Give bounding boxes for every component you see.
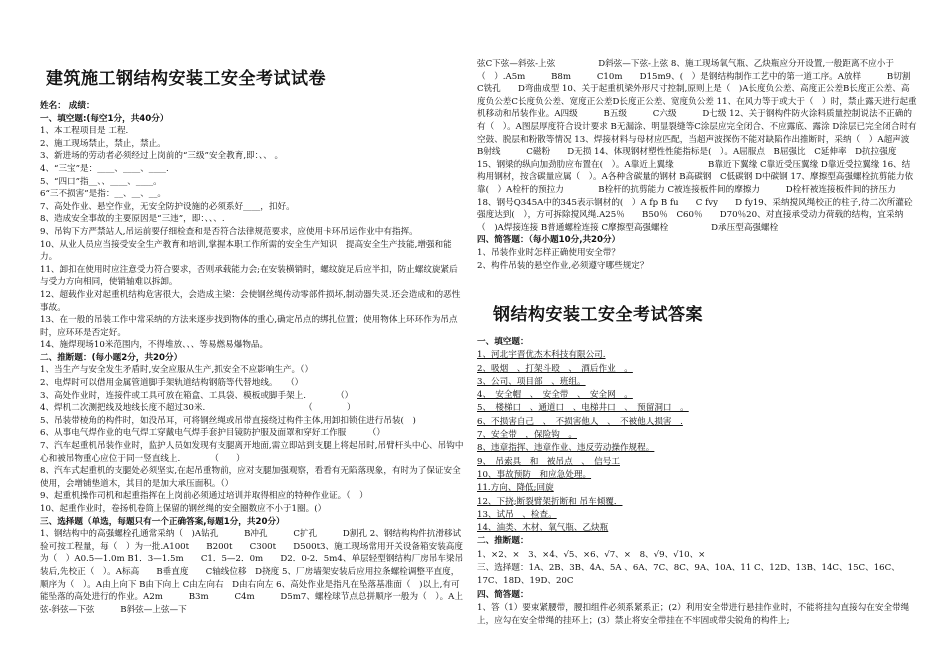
judge-item: 6、从事电气焊作业的电气焊工穿戴电气焊手套护目镜防护服及面罩和穿好工作服 （）: [40, 428, 385, 439]
answer-fill-header: 一、填空题：: [477, 337, 529, 347]
name-score-line: 姓名： 成绩：: [40, 101, 95, 111]
judge-item: 5、吊装带棱角的构件时，如没吊耳，可将钢丝绳或吊带直接绕过构件主体,用卸扣锁住进行吊装( ): [40, 415, 416, 426]
fill-item: 3、新进场的劳动者必须经过上岗前的“三级”安全教育,即：、、 。: [40, 151, 284, 162]
answer-fill-item: 11.方向、降低;回旋: [477, 483, 554, 494]
fill-header: 一、填空题:(每空1分，共40分）: [40, 113, 169, 124]
answer-judge-list: 1、×2、× 3、×4、√5、×6、√7、× 8、√9、√10、×: [477, 549, 706, 560]
fill-item: 10、从业人员应当接受安全生产教育和培训,掌握本职工作所需的安全生产知识 提高安全生产技能,增强和能力。: [40, 239, 452, 263]
answer-fill-item: 12、下挠;断裂臂架折断和 吊车倾覆．: [477, 496, 623, 507]
answer-fill-item: 3、公司、项目部 、班组。: [477, 376, 586, 387]
answer-body: [477, 336, 917, 629]
short-answer-header: 四、简答题：（每小题10分,共20分）: [477, 235, 621, 246]
fill-item: 12、超载作业对起重机结构危害很大，会造成主梁：会使钢丝绳传动零部件损坏,制动器失灵.还会造成和的恶性事故。: [40, 289, 461, 313]
answer-title: 钢结构安装工安全考试答案: [493, 305, 703, 325]
answer-fill-item: 8、违章指挥、违章作业、违反劳动操作规程。: [477, 443, 655, 454]
answer-choice-list: 三、选择题：1A、2B、3B、4A、5A 、6A、7C、8C、9A、10A、11 C、12D、13B、14C、15C、16C、17C、18D、19D、20C: [477, 563, 900, 587]
judge-item: 7、汽车起重机吊装作业时，监护人员如发现有支腿离开地面,需立即站到支腿上将起吊时,吊臂杆头中心、吊钩中心和被吊物重心应位于同一竖直线上. （ ）: [40, 441, 464, 464]
left-column: [40, 0, 465, 672]
fill-item: 6“三不损害”是指：__、__、__。: [40, 189, 166, 200]
answer-fill-item: 6、不损害自己 、 不损害他人 、 不被他人损害 .: [477, 416, 683, 427]
exam-body: [40, 100, 465, 616]
answer-fill-item: 14、油类、木材、氧气瓶、乙炔瓶: [477, 523, 609, 534]
exam-title: 建筑施工钢结构安装工安全考试试卷: [46, 69, 326, 89]
answer-fill-item: 10、事故预防 和应急处理。: [477, 469, 592, 480]
answer-fill-item: 7、安全带 ，保险钩 。: [477, 430, 577, 441]
fill-item: 13、在一般的吊装工作中常采纳的方法来逐步找到物体的重心,确定吊点的绑扎位置；使用物体上环环作为吊点时，应环环是否定好。: [40, 315, 458, 338]
judge-header: 二、推断题：(每小题2分，共20分）: [40, 352, 183, 363]
answer-fill-item: 1、河北宇晋优杰木科技有限公司.: [477, 350, 606, 361]
answer-short-header: 四、简答题：: [477, 589, 529, 600]
exam-body-continued: [477, 58, 945, 272]
judge-item: 9、起重机操作司机和起重指挥在上岗前必须通过培训并取得相应的特种作业证。（ ）: [40, 491, 368, 502]
judge-item: 3、高处作业时，连接件或工具可放在箱盒、工具袋、模板或脚手架上. （）: [40, 390, 354, 401]
short-answer-item: 1、吊装作业时怎样正确使用安全带？: [477, 247, 620, 258]
choice-text-continued: 弦C下弦—斜弦-上弦 D斜弦—下弦-上弦 8、施工现场氧气瓶、乙炔瓶应分开设置,一般距离不应小于（ ）.A5m B8m C10m D15m9、( ）是钢结构制作工艺中的第一道工序。A放样 B切割 C铣孔 D弯曲成型 10、关于起重机梁外形尺寸控制,原则上是（ )A长度负公差、高度正公差B长度正公差、高度负公差C长度负公差、宽度正公差D长度正公差、宽度负公差 11、在风力等于或大于（ ）时，禁止露天进行起重机移动和吊装作业。A四级 B五级 C六级 D七级 12、关于钢构件防火涂料质量控制说法不正确的有（ ）。A图层厚度符合设计要求 B无漏涂、明显裂缝等C涂层应完全闭合、不应露底、露涂 D涂层已完全闭合时有空鼓、脱层和粉散等情况 13、焊接材料与母材应匹配，当超声波探伤不能对缺陷作出推断时，采纳（ ）A超声波 B射线 C磁粉 D无损 14、体现钢材塑性性能指标是( ）。A屈服点 B屈强比 C延伸率 D抗拉强度 15、钢梁的纵向加劲肋应布置在( ）。A靠近上翼缘 B靠近下翼缘 C靠近受压翼缘 D靠近受拉翼缘 16、结构用钢材，按含碳量应属（ ）。A各种含碳量的钢材 B高碳钢 C低碳钢 D中碳钢 17、摩擦型高强螺栓抗剪能力依靠( ）A栓杆的预拉力 B栓杆的抗剪能力 C被连接板件间的摩擦力 D栓杆被连接板件间的挤压力 18、钢号Q345A中的345表示钢材的( ）A fp B fu C fvy D fy19、采纳搅风绳校正的柱子,待二次所灌砼强度达到( ），方可拆除搅风绳.A25％ B50％ C60％ D70％20、对直接承受动力荷载的结构，宜采纳（ )A焊接连接 B普通螺栓连接 C摩擦型高强螺栓 D承压型高强螺栓: [477, 59, 945, 233]
judge-item: 2、电焊时可以借用金属管道脚手架轨道结构钢筋等代替地线。 （）: [40, 378, 304, 389]
fill-item: 5、“四口”指__、、____、____。: [40, 176, 162, 187]
fill-item: 2、施工现场禁止，禁止，禁止。: [40, 138, 166, 149]
choice-header: 三、选择题（单选，每题只有一个正确答案,每题1分，共20分）: [40, 516, 285, 527]
fill-item: 8、造成安全事故的主要原因是“三违”，即：、、、.: [40, 214, 225, 225]
judge-item: 4、焊机二次测把线及地线长度不超过30米. （ ）: [40, 403, 356, 414]
judge-item: 10、起重作业时，卷扬机卷筒上保留的钢丝绳的安全圈数应不小于1圈。(）: [40, 504, 327, 514]
short-answer-item: 2、构件吊装的悬空作业,必须遵守哪些规定？: [477, 260, 649, 271]
answer-fill-item: 4、 安全帽 、 安全带 、 安全网 。: [477, 390, 633, 401]
fill-item: 7、高处作业、悬空作业，无安全防护设施的必须系好____，扣好。: [40, 201, 295, 212]
fill-item: 14、施焊现场10米范围内，不得堆放、、、等易燃易爆物品。: [40, 340, 269, 351]
judge-item: 1、当生产与安全发生矛盾时,安全应服从生产,抓安全不应影响生产。（）: [40, 365, 314, 376]
answer-short-text: 1、答（1）要束紧腰带，腰扣组件必须系紧系正；(2）利用安全带进行悬挂作业时，不能将挂勾直接勾在安全带绳上，应勾在安全带绳的挂环上；(3）禁止将安全带挂在不牢固或带尖锐角的构件上;: [477, 602, 910, 627]
judge-item: 8、汽车式起重机的支腿处必须坚实,在起吊重物前，应对支腿加强观察，看看有无陷落现象，有时为了保证安全使用，会增铺垫道木，其目的是加大承压面积。（）: [40, 466, 461, 489]
answer-fill-item: 2、吸烟 、打架斗殴 、 酒后作业 。: [477, 363, 633, 374]
right-column: [477, 0, 945, 672]
fill-item: 9、吊钩下方严禁站人,吊运前要仔细检查和是否符合法律规范要求，应使用卡环吊运作业中有指挥。: [40, 226, 418, 237]
fill-item: 1、本工程项目是 工程.: [40, 126, 129, 137]
fill-item: 11、卸扣在使用时应注意受力符合要求，否则承载能力会;在安装横销时，螺纹旋足后应半扣，防止螺纹旋紧后与受力方向相同，使销轴难以拆卸。: [40, 264, 458, 288]
answer-fill-item: 9、 吊索具 和 被吊点 、 信号工: [477, 456, 620, 467]
answer-fill-item: 5、 楼梯口 、通道口 、电梯井口 、 预留洞口 。: [477, 403, 689, 414]
answer-fill-item: 13、试吊 、检查。: [477, 509, 557, 520]
choice-text: 1、钢结构中的高强螺栓孔通常采纳（ )A钻孔 B冲孔 C扩孔 D割孔 2、钢结构构件抗滑移试验可按工程量，每（ ）为一批.A100t B200t C300t D500t3、施工现场常用开关设备箱安装高度为（ ）A0.5—1.0m B1．3—1.5m C1．5—2．0m D2．0-2．5m4、单层轻型钢结构厂房吊车梁吊装后,先校正（ ）。A标高 B垂直度 C轴线位移 D挠度 5、厂房墙架安装后应用拉条螺栓调整平直度，顺序为（ ）。A由上向下 B由下向上 C由左向右 D由右向左 6、高处作业是指凡在坠落基准面（ )以上,有可能坠落的高处进行的作业。A2m B3m C4m D5m7、螺栓球节点总拼顺序一般为（ ）。A上弦-斜弦—下弦 B斜弦—上弦—下: [40, 529, 464, 615]
fill-item: 4、“三宝”是：____、____、____.: [40, 163, 169, 174]
answer-judge-header: 二、推断题：: [477, 536, 529, 547]
